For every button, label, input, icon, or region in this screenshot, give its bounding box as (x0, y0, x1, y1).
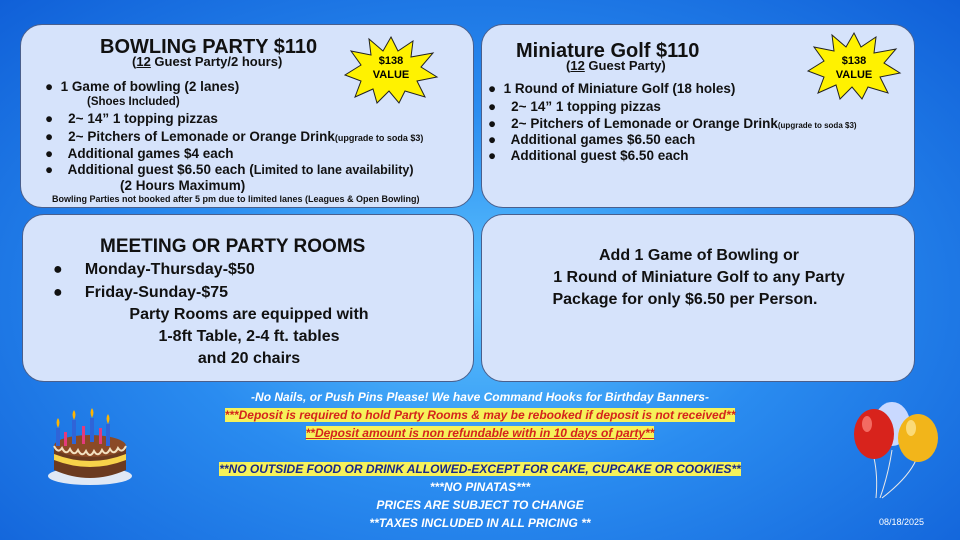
max-hours: (2 Hours Maximum) (120, 178, 246, 193)
party-rooms-card (22, 214, 474, 382)
addon-card (481, 214, 915, 382)
list-item: ● Additional guest $6.50 each (488, 148, 689, 163)
list-item: ● 2~ Pitchers of Lemonade or Orange Drink(upgrade to soda $3) (488, 116, 857, 131)
list-item: ● 1 Round of Miniature Golf (18 holes) (488, 81, 736, 96)
bowling-party-card (20, 24, 474, 208)
note-spacer (0, 442, 960, 460)
addon-line-1: Add 1 Game of Bowling or (598, 247, 799, 264)
value-badge: $138 VALUE (343, 35, 439, 101)
note-line: ***NO PINATAS*** (429, 480, 531, 494)
list-item: ● 2~ 14” 1 topping pizzas (45, 111, 218, 126)
note-line: **TAXES INCLUDED IN ALL PRICING ** (369, 516, 591, 530)
list-item: ● Friday-Sunday-$75 (53, 284, 229, 301)
note-line: **NO OUTSIDE FOOD OR DRINK ALLOWED-EXCEPT FOR CAKE, CUPCAKE OR COOKIES** (219, 462, 741, 476)
note-line: PRICES ARE SUBJECT TO CHANGE (376, 498, 584, 512)
golf-title: Miniature Golf $110 (516, 40, 700, 62)
list-item: ● Monday-Thursday-$50 (53, 261, 255, 278)
bowling-title: BOWLING PARTY $110 (100, 36, 318, 58)
golf-subtitle: (12 Guest Party) (566, 58, 666, 73)
note-line: **Deposit amount is non refundable with in 10 days of party** (305, 426, 655, 440)
rooms-desc-3: and 20 chairs (197, 350, 301, 367)
notes-section (0, 388, 960, 532)
list-item: ● 1 Game of bowling (2 lanes) (45, 79, 240, 94)
list-item: ● Additional games $6.50 each (488, 132, 696, 147)
value-badge: $138 VALUE (806, 31, 902, 97)
list-item: ● 2~ Pitchers of Lemonade or Orange Drink(upgrade to soda $3) (45, 129, 424, 144)
rooms-desc-2: 1-8ft Table, 2-4 ft. tables (158, 328, 340, 345)
note-line: ***Deposit is required to hold Party Rooms & may be rebooked if deposit is not received** (224, 408, 736, 422)
shoes-note: (Shoes Included) (87, 96, 180, 108)
bowling-subtitle: (12 Guest Party/2 hours) (132, 54, 283, 69)
list-item: ● 2~ 14” 1 topping pizzas (488, 99, 661, 114)
bowling-footnote: Bowling Parties not booked after 5 pm due to limited lanes (Leagues & Open Bowling) (52, 194, 420, 204)
birthday-cake-icon (44, 406, 136, 488)
addon-line-3: Package for only $6.50 per Person. (552, 291, 818, 308)
note-line: -No Nails, or Push Pins Please! We have Command Hooks for Birthday Banners- (251, 390, 709, 404)
list-item: ● Additional guest $6.50 each (Limited to lane availability) (45, 162, 414, 177)
date-stamp: 08/18/2025 (878, 517, 924, 527)
addon-line-2: 1 Round of Miniature Golf to any Party (553, 269, 845, 286)
balloons-icon (848, 400, 944, 500)
list-item: ● Additional games $4 each (45, 146, 234, 161)
rooms-desc-1: Party Rooms are equipped with (129, 306, 369, 323)
mini-golf-card (481, 24, 915, 208)
rooms-title: MEETING OR PARTY ROOMS (100, 236, 366, 257)
